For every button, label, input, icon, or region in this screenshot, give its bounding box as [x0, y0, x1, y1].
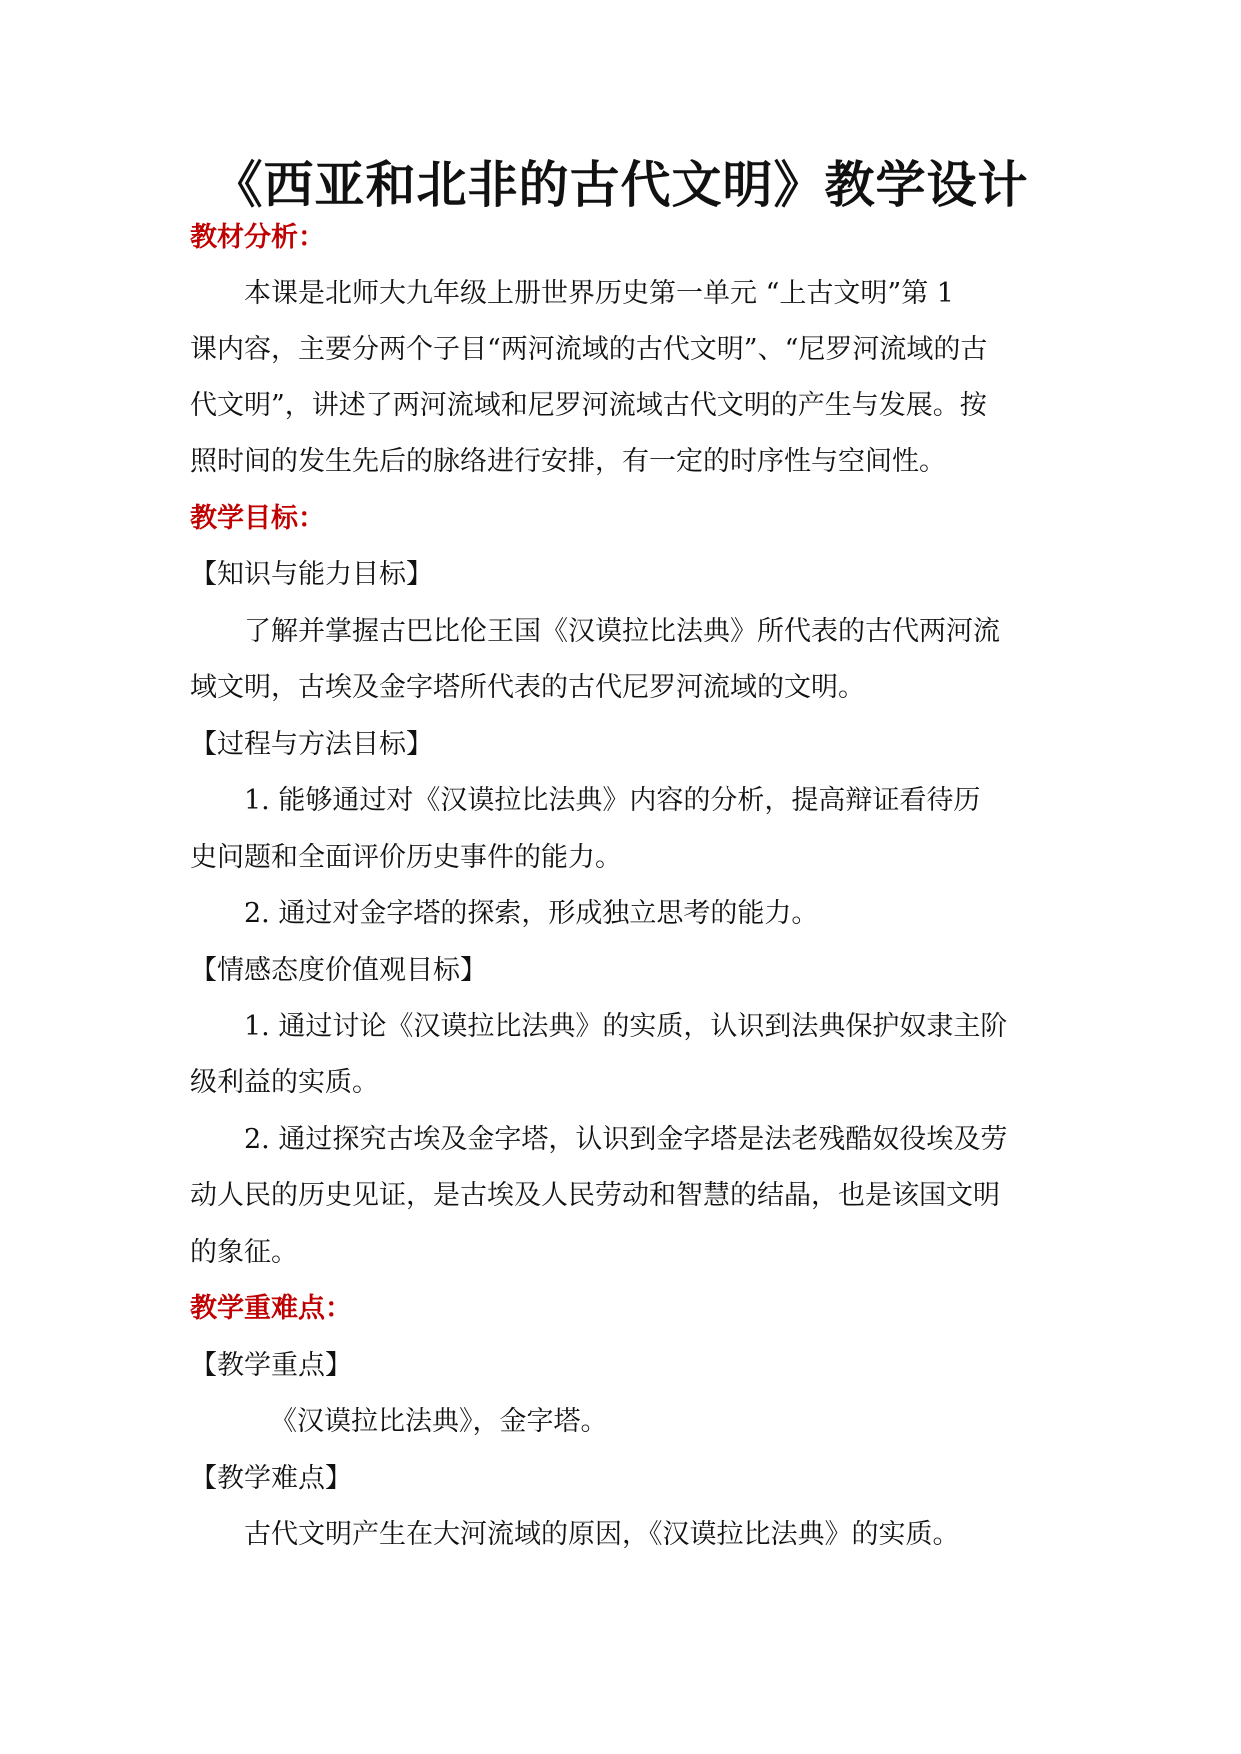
paragraph-line: 课内容，主要分两个子目“两河流域的古代文明”、“尼罗河流域的古 [190, 334, 988, 365]
paragraph-line: 动人民的历史见证，是古埃及人民劳动和智慧的结晶，也是该国文明 [190, 1180, 1000, 1211]
heading-material-analysis: 教材分析： [190, 222, 325, 253]
paragraph-line: 域文明，古埃及金字塔所代表的古代尼罗河流域的文明。 [190, 672, 865, 703]
subheading-teaching-focus: 【教学重点】 [190, 1350, 352, 1381]
paragraph-line: 级利益的实质。 [190, 1067, 379, 1098]
subheading-emotion-goals: 【情感态度价值观目标】 [190, 955, 487, 986]
paragraph-line: 本课是北师大九年级上册世界历史第一单元 “上古文明”第 1 [244, 278, 954, 309]
page-title: 《西亚和北非的古代文明》教学设计 [212, 156, 1029, 214]
paragraph-line: 了解并掌握古巴比伦王国《汉谟拉比法典》所代表的古代两河流 [244, 616, 1000, 647]
paragraph-line: 1. 通过讨论《汉谟拉比法典》的实质，认识到法典保护奴隶主阶 [244, 1011, 1008, 1042]
paragraph-line: 的象征。 [190, 1237, 298, 1268]
paragraph-line: 照时间的发生先后的脉络进行安排，有一定的时序性与空间性。 [190, 446, 946, 477]
paragraph-line: 2. 通过探究古埃及金字塔，认识到金字塔是法老残酷奴役埃及劳 [244, 1124, 1008, 1155]
heading-teaching-goals: 教学目标： [190, 503, 325, 534]
subheading-process-goals: 【过程与方法目标】 [190, 729, 433, 760]
paragraph-line: 代文明”，讲述了两河流域和尼罗河流域古代文明的产生与发展。按 [190, 390, 987, 421]
heading-key-points: 教学重难点： [190, 1293, 352, 1324]
paragraph-line: 2. 通过对金字塔的探索，形成独立思考的能力。 [244, 898, 819, 929]
paragraph-line: 史问题和全面评价历史事件的能力。 [190, 842, 622, 873]
paragraph-line: 《汉谟拉比法典》，金字塔。 [270, 1406, 608, 1437]
subheading-knowledge-goals: 【知识与能力目标】 [190, 559, 433, 590]
paragraph-line: 1. 能够通过对《汉谟拉比法典》内容的分析，提高辩证看待历 [244, 785, 981, 816]
paragraph-line: 古代文明产生在大河流域的原因，《汉谟拉比法典》的实质。 [244, 1519, 960, 1550]
subheading-teaching-difficulty: 【教学难点】 [190, 1463, 352, 1494]
